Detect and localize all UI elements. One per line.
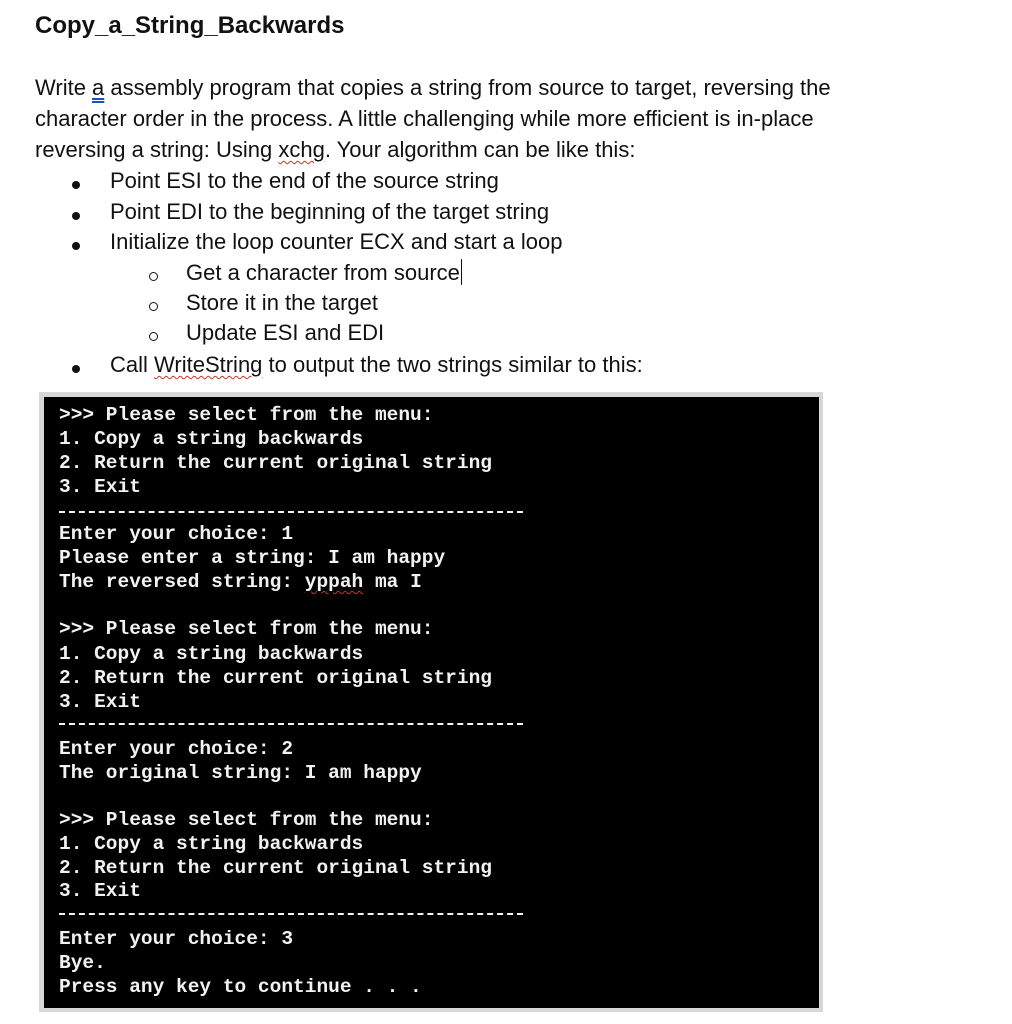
document-title: Copy_a_String_Backwards [35, 12, 345, 39]
sub-bullet-circle [149, 332, 158, 341]
console-option-1: 1. Copy a string backwards [59, 833, 364, 855]
console-option-1: 1. Copy a string backwards [59, 428, 364, 450]
text-run: . Your algorithm can be like this: [324, 137, 636, 162]
text-run: The reversed string: [59, 571, 305, 593]
console-menu-title: >>> Please select from the menu: [59, 404, 434, 426]
paragraph-line-3 [35, 134, 935, 165]
text-cursor [461, 259, 463, 285]
console-bye-line: Bye. [59, 952, 106, 974]
list-item: Point EDI to the beginning of the target string [110, 199, 550, 224]
console-option-2: 2. Return the current original string [59, 452, 492, 474]
console-result-line: The original string: I am happy [59, 762, 422, 784]
console-option-2: 2. Return the current original string [59, 857, 492, 879]
text-run: Call [110, 352, 155, 377]
sub-list-item: Store it in the target [186, 290, 378, 315]
console-option-3: 3. Exit [59, 691, 141, 713]
console-result-line [59, 570, 422, 594]
sub-list-item: Update ESI and EDI [186, 320, 385, 345]
text-run: to output the two strings similar to this: [262, 352, 643, 377]
sub-list-item [186, 257, 462, 288]
bullet-dot [72, 212, 80, 220]
paragraph-line-1 [35, 72, 935, 103]
sub-bullet-circle [149, 272, 158, 281]
paragraph-line-2: character order in the process. A little challenging while more efficient is in-place [35, 106, 814, 131]
spell-flagged-word: WriteString [154, 352, 263, 377]
list-item: Initialize the loop counter ECX and start a loop [110, 229, 563, 254]
list-item [110, 349, 643, 380]
console-separator [59, 511, 523, 513]
text-run: reversing a string: Using [35, 137, 279, 162]
console-option-1: 1. Copy a string backwards [59, 643, 364, 665]
console-choice-line: Enter your choice: 2 [59, 738, 294, 760]
console-option-2: 2. Return the current original string [59, 667, 492, 689]
console-output [44, 397, 819, 1008]
console-press-key-line: Press any key to continue . . . [59, 976, 422, 998]
console-choice-line: Enter your choice: 3 [59, 928, 294, 950]
spell-flagged-word: xchg [278, 137, 325, 162]
console-separator [59, 913, 523, 915]
bullet-dot [72, 242, 80, 250]
intro-paragraph [35, 72, 935, 165]
console-menu-title: >>> Please select from the menu: [59, 809, 434, 831]
grammar-flagged-word: a [92, 75, 105, 100]
bullet-dot [72, 181, 80, 189]
list-item: Point ESI to the end of the source string [110, 168, 499, 193]
console-choice-line: Enter your choice: 1 [59, 523, 294, 545]
sub-bullet-circle [149, 302, 158, 311]
spell-flagged-word: yppah [304, 571, 364, 593]
console-option-3: 3. Exit [59, 880, 141, 902]
text-run: Write [35, 75, 93, 100]
text-run: assembly program that copies a string from source to target, reversing the [104, 75, 831, 100]
console-input-line: Please enter a string: I am happy [59, 547, 446, 569]
console-separator [59, 723, 523, 725]
console-option-3: 3. Exit [59, 476, 141, 498]
text-run: ma I [363, 571, 422, 593]
bullet-dot [72, 365, 80, 373]
console-menu-title: >>> Please select from the menu: [59, 618, 434, 640]
sub-list-item-text: Get a character from source [186, 260, 460, 285]
